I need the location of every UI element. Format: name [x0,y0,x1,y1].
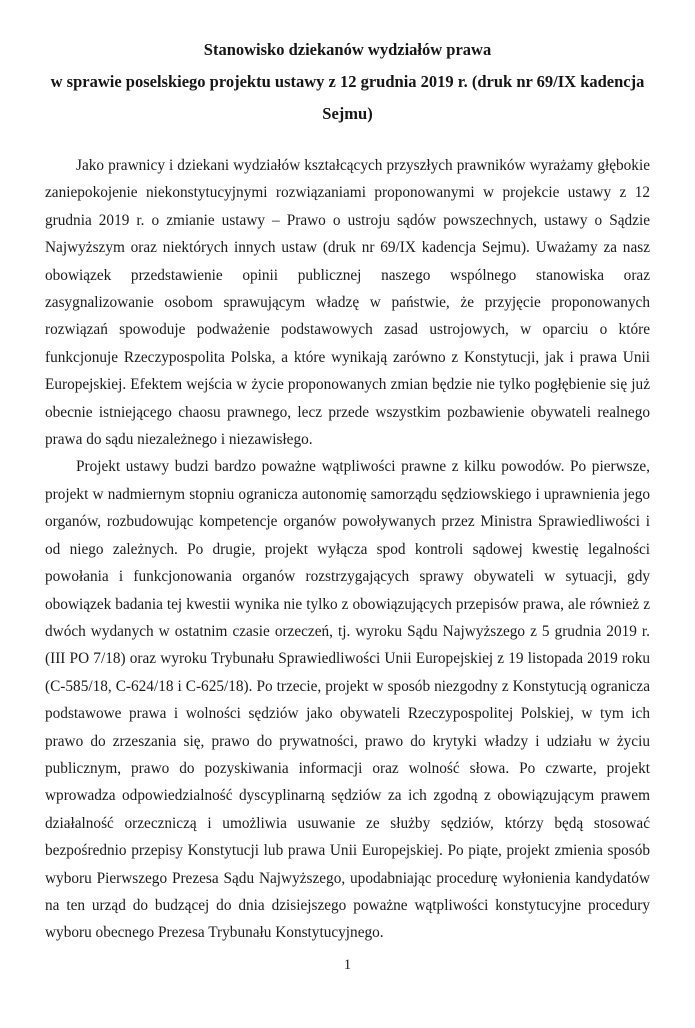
page-number: 1 [343,956,352,973]
title-line-3: Sejmu) [322,104,373,123]
title-line-2: w sprawie poselskiego projektu ustawy z 12 grudnia 2019 r. (druk nr 69/IX kadencja [50,72,645,91]
paragraph-1: Jako prawnicy i dziekani wydziałów kształcących przyszłych prawników wyrażamy głębokie zaniepokojenie niekonstytucyjnymi rozwiązaniami proponowanymi w projekcie ustawy z 12 grudnia 2019 r. o zmianie ustawy – Prawo o ustroju sądów powszechnych, ustawy o Sądzie Najwyższym oraz niektórych innych ustaw (druk nr 69/IX kadencja Sejmu). Uważamy za nasz obowiązek przedstawienie opinii publicznej naszego wspólnego stanowiska oraz zasygnalizowanie osobom sprawującym władzę w państwie, że przyjęcie proponowanych rozwiązań spowoduje podważenie podstawowych zasad ustrojowych, w oparciu o które funkcjonuje Rzeczypospolita Polska, a które wynikają zarówno z Konstytucji, jak i prawa Unii Europejskiej. Efektem wejścia w życie proponowanych zmian będzie nie tylko pogłębienie się już obecnie istniejącego chaosu prawnego, lecz przede wszystkim pozbawienie obywateli realnego prawa do sądu niezależnego i niezawisłego. [45,157,650,449]
document-body [45,152,650,947]
paragraph-2: Projekt ustawy budzi bardzo poważne wątpliwości prawne z kilku powodów. Po pierwsze, projekt w nadmiernym stopniu ogranicza autonomię samorządu sędziowskiego i uprawnienia jego organów, rozbudowując kompetencje organów powoływanych przez Ministra Sprawiedliwości i od niego zależnych. Po drugie, projekt wyłącza spod kontroli sądowej kwestię legalności powołania i funkcjonowania organów rozstrzygających sprawy obywateli w sytuacji, gdy obowiązek badania tej kwestii wynika nie tylko z obowiązujących przepisów prawa, ale również z dwóch wydanych w ostatnim czasie orzeczeń, tj. wyroku Sądu Najwyższego z 5 grudnia 2019 r. (III PO 7/18) oraz wyroku Trybunału Sprawiedliwości Unii Europejskiej z 19 listopada 2019 roku (C-585/18, C-624/18 i C-625/18). Po trzecie, projekt w sposób niezgodny z Konstytucją ogranicza podstawowe prawa i wolności sędziów jako obywateli Rzeczypospolitej Polskiej, w tym ich prawo do zrzeszania się, prawo do prywatności, prawo do krytyki władzy i udziału w życiu publicznym, prawo do pozyskiwania informacji oraz wolność słowa. Po czwarte, projekt wprowadza odpowiedzialność dyscyplinarną sędziów za ich zgodną z obowiązującym prawem działalność orzeczniczą i umożliwia usuwanie ze służby sędziów, którzy będą stosować bezpośrednio przepisy Konstytucji lub prawa Unii Europejskiej. Po piąte, projekt zmienia sposób wyboru Pierwszego Prezesa Sądu Najwyższego, upodabniając procedurę wyłonienia kandydatów na ten urząd do budzącej do dnia dzisiejszego poważne wątpliwości konstytucyjne procedury wyboru obecnego Prezesa Trybunału Konstytucyjnego. [45,458,650,942]
title-line-1: Stanowisko dziekanów wydziałów prawa [203,40,492,59]
document-title [45,34,650,130]
